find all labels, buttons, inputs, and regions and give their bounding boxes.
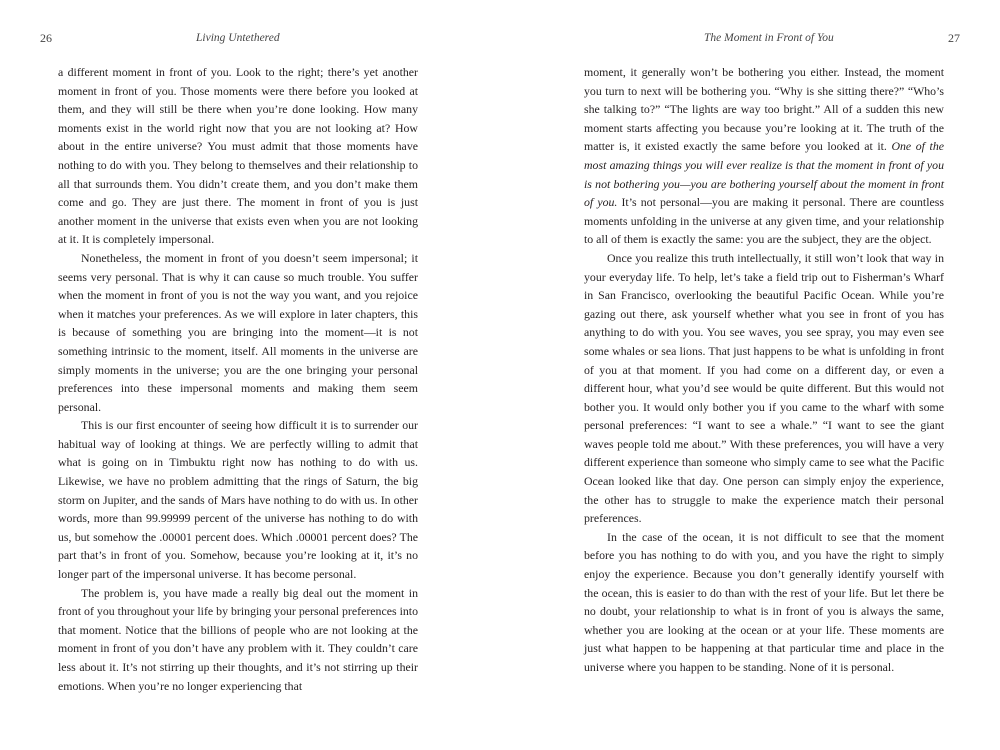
right-page — [500, 0, 1000, 750]
paragraph: The problem is, you have made a really big deal out the moment in front of you throughout your life by bringing your personal preferences into that moment. Notice that the billions of people who are not looking at the moment in front of you don’t have any problem with it. They couldn’t care less about it. It’s not stirring up their thoughts, and it’s not stirring up their emotions. When you’re no longer experiencing that — [58, 585, 418, 693]
paragraph: Once you realize this truth intellectually, it still won’t look that way in your everyday life. To help, let’s take a field trip out to Fisherman’s Wharf in San Francisco, overlooking the beautiful Pacific Ocean. While you’re gazing out there, ask yourself whether what you see in front of you has anything to do with you. You see waves, you see spray, you may even see some whales or sea lions. That just happens to be what is unfolding in front of you at that moment. If you had come on a different day, or even a different hour, what you’d see would be quite different. But this would not bother you. It would only bother you if you came to the wharf with some personal preferences: “I want to see a whale.” “I want to see the giant waves people told me about.” With these preferences, you will have a very different experience than someone who simply came to see what the Pacific Ocean looked like that day. One person can simply enjoy the experience, the other has to struggle to make the experience match their personal preferences. — [584, 250, 944, 526]
left-page-body — [58, 63, 418, 695]
page-number-right: 27 — [948, 31, 960, 45]
paragraph: This is our first encounter of seeing how difficult it is to surrender our habitual way of looking at things. We are perfectly willing to admit that what is going on in Timbuktu right now has nothing to do with us. Likewise, we have no problem admitting that the rings of Saturn, the big storm on Jupiter, and the sands of Mars have nothing to do with us. In other words, more than 99.99999 percent of the universe has nothing to do with us, but somehow the .00001 percent does. Which .00001 percent does? The part that’s in front of you. Somehow, because you’re looking at it, it’s no longer part of the impersonal universe. It has become personal. — [58, 418, 418, 582]
paragraph-text: It’s not personal—you are making it personal. There are countless moments unfolding in the universe at any given time, and your relationship to all of them is exactly the same: you are the subject, they are the object. — [584, 195, 944, 247]
italic-emphasis: One of the most amazing things you will ever realize is that the moment in front of you is not bothering you—you are bothering yourself about the moment in front of you. — [584, 139, 944, 210]
paragraph: Nonetheless, the moment in front of you doesn’t seem impersonal; it seems very personal. That is why it can cause so much trouble. You suffer when the moment in front of you is not the way you want, and you rejoice when it matches your preferences. As we will explore in later chapters, this is because of something you are bringing into the moment—it is not something intrinsic to the moment, itself. All moments in the universe are simply moments in the universe; you are the one bringing your personal preferences into these impersonal moments and making them seem personal. — [58, 250, 418, 414]
page-number-left: 26 — [40, 31, 52, 45]
paragraph: a different moment in front of you. Look to the right; there’s yet another moment in front of you. Those moments were there before you looked at them, and they will still be there when you’re done looking. How many moments exist in the world right now that you are not looking at? How about in the entire universe? You must admit that those moments have nothing to do with you. They belong to themselves and their relationship to all that surrounds them. You didn’t create them, and you don’t make them come and go. They are just there. The moment in front of you is just another moment in the universe that exists even when you are not looking at it. It is completely impersonal. — [58, 65, 418, 247]
running-head-right: The Moment in Front of You — [704, 32, 834, 44]
paragraph — [584, 63, 944, 249]
paragraph: In the case of the ocean, it is not difficult to see that the moment before you has nothing to do with you, and you have the right to simply enjoy the experience. Because you don’t generally identify yourself with the ocean, this is easier to do than with the rest of your life. But let there be no doubt, your relationship to what is in front of you is always the same, whether you are looking at the ocean or at your life. These moments are just what happen to be happening at that particular time and place in the universe where you happen to be standing. None of it is personal. — [584, 529, 944, 674]
paragraph-text: moment, it generally won’t be bothering you either. Instead, the moment you turn to next will be bothering you. “Why is she sitting there?” “Who’s she talking to?” “The lights are way too bright.” All of a sudden this new moment starts affecting you because you’re looking at it. The truth of the matter is, it existed exactly the same before you looked at it. — [584, 65, 944, 154]
right-page-body — [584, 63, 944, 677]
running-head-left: Living Untethered — [196, 32, 280, 44]
